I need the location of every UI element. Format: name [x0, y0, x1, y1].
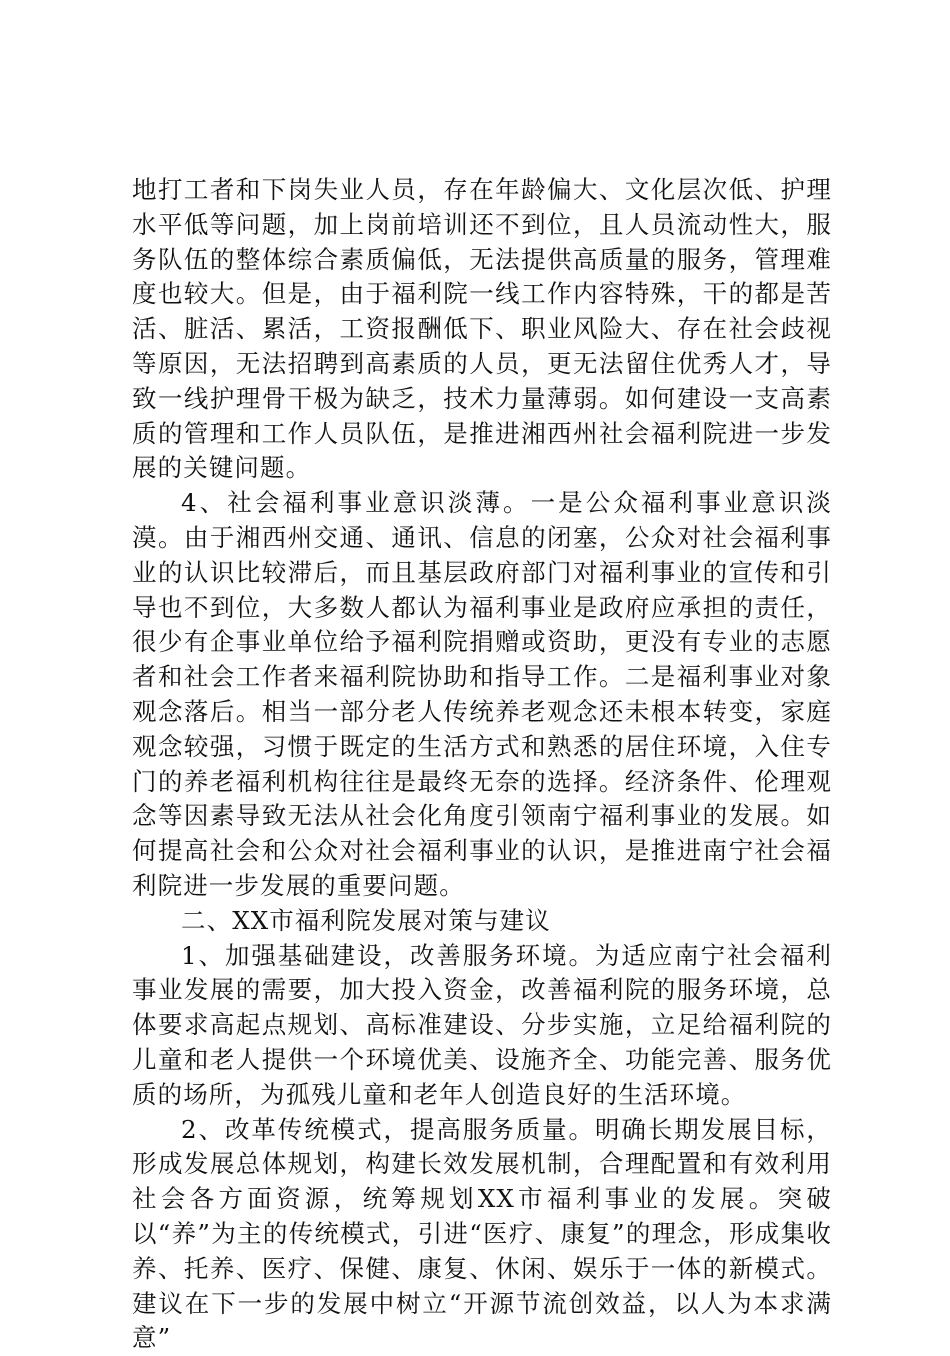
paragraph-welfare-awareness: 4、社会福利事业意识淡薄。一是公众福利事业意识淡漠。由于湘西州交通、通讯、信息的闭塞，公众对社会福利事业的认识比较滞后，而且基层政府部门对福利事业的宣传和引导也不到位，大多数人都认为福利事业是政府应承担的责任，很少有企事业单位给予福利院捐赠或资助，更没有专业的志愿者和社会工作者来福利院协助和指导工作。二是福利事业对象观念落后。相当一部分老人传统养老观念还未根本转变，家庭观念较强，习惯于既定的生活方式和熟悉的居住环境，入住专门的养老福利机构往往是最终无奈的选择。经济条件、伦理观念等因素导致无法从社会化角度引领南宁福利事业的发展。如何提高社会和公众对社会福利事业的认识，是推进南宁社会福利院进一步发展的重要问题。	[132, 488, 832, 900]
document-body	[132, 173, 832, 1356]
paragraph-staffing-issues: 地打工者和下岗失业人员，存在年龄偏大、文化层次低、护理水平低等问题，加上岗前培训还不到位，且人员流动性大，服务队伍的整体综合素质偏低，无法提供高质量的服务，管理难度也较大。但是，由于福利院一线工作内容特殊，干的都是苦活、脏活、累活，工资报酬低下、职业风险大、存在社会歧视等原因，无法招聘到高素质的人员，更无法留住优秀人才，导致一线护理骨干极为缺乏，技术力量薄弱。如何建设一支高素质的管理和工作人员队伍，是推进湘西州社会福利院进一步发展的关键问题。	[132, 175, 832, 483]
section-heading-countermeasures: 二、XX市福利院发展对策与建议	[181, 905, 551, 935]
paragraph-reform-model: 2、改革传统模式，提高服务质量。明确长期发展目标，形成发展总体规划，构建长效发展机制，合理配置和有效利用社会各方面资源，统筹规划XX市福利事业的发展。突破以“养”为主的传统模式，引进“医疗、康复”的理念，形成集收养、托养、医疗、保健、康复、休闲、娱乐于一体的新模式。建议在下一步的发展中树立“开源节流创效益，以人为本求满意”	[132, 1114, 832, 1353]
paragraph-infrastructure: 1、加强基础建设，改善服务环境。为适应南宁社会福利事业发展的需要，加大投入资金，改善福利院的服务环境，总体要求高起点规划、高标准建设、分步实施，立足给福利院的儿童和老人提供一个环境优美、设施齐全、功能完善、服务优质的场所，为孤残儿童和老年人创造良好的生活环境。	[132, 940, 832, 1109]
